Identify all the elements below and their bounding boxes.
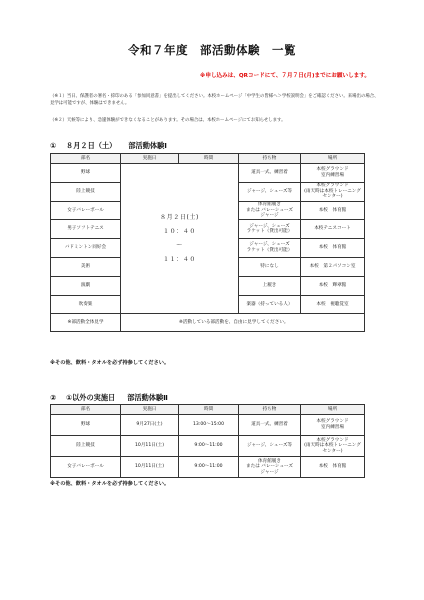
time-cell: 9:00～11:00 (179, 436, 239, 457)
place-line: 本校グラウンド (316, 167, 349, 173)
date-time-line: １１：４０ (162, 255, 196, 263)
section-1-table (50, 153, 365, 332)
items-line: 上履き (262, 282, 277, 288)
place-cell (301, 257, 365, 276)
header-club: 部名 (51, 154, 121, 164)
note-1: （※１）当日、保護者の署名・捺印のある「参加同意書」を提出してください。本校ホームページ「中学生の皆様へ＞学校説明会」をご確認ください。来場出の場合、見学は可能ですが、体験はできません。 (50, 94, 379, 106)
items-cell (239, 182, 301, 201)
place-line: 本校 体育館 (318, 464, 347, 470)
place-line: 本校グラウンド (316, 437, 349, 443)
section-1-title: 部活動体験Ⅰ (128, 141, 167, 150)
club-name-cell: 野球 (51, 415, 121, 436)
items-line: または バレーシューズ (246, 207, 293, 213)
date-time-line: ８月２日(土) (160, 213, 199, 221)
items-cell (239, 239, 301, 258)
club-name-cell: バドミントン同好会 (51, 239, 121, 258)
section-1-date: ８月２日（土） (66, 141, 117, 150)
place-cell (301, 182, 365, 201)
place-cell (301, 220, 365, 239)
place-cell (301, 239, 365, 258)
items-cell (239, 164, 301, 183)
club-name-cell: 演劇 (51, 276, 121, 295)
items-line: 道具一式、練習着 (251, 422, 288, 428)
place-line: センター) (322, 448, 343, 454)
items-cell (239, 201, 301, 220)
place-line: 本校 輝翠館 (318, 282, 347, 288)
items-cell (239, 220, 301, 239)
table-row (51, 415, 365, 436)
club-name-cell: 女子バレーボール (51, 457, 121, 478)
place-line: 本校 視聴覚室 (316, 301, 349, 307)
date-time-line: １０：４０ (162, 227, 196, 235)
table-row (51, 164, 365, 183)
place-line: センター) (322, 194, 343, 200)
items-line: 楽器（持っている人） (246, 301, 293, 307)
section-2-number: ② (50, 393, 57, 402)
header-place: 場所 (301, 405, 365, 415)
club-name-cell: 陸上競技 (51, 436, 121, 457)
items-line: ジャージ、シューズ等 (246, 443, 293, 449)
place-line: (雨天時は本校トレーニング (304, 188, 361, 194)
items-line: ラケット（貸出可能） (246, 248, 293, 254)
items-cell (239, 295, 301, 314)
section-2-table (50, 404, 365, 478)
items-line: 体育館履き (258, 458, 281, 464)
shared-date-time-cell (121, 164, 239, 314)
section-2-heading (50, 393, 168, 403)
club-name-cell: 女子バレーボール (51, 201, 121, 220)
place-cell (301, 415, 365, 436)
items-cell (239, 415, 301, 436)
section-1-number: ① (50, 141, 57, 150)
club-name-cell: 陸上競技 (51, 182, 121, 201)
items-line: ジャージ (260, 213, 279, 219)
place-line: 本校 第２パソコン室 (309, 264, 356, 270)
table-row (51, 457, 365, 478)
club-name-cell: 野球 (51, 164, 121, 183)
place-line: 本校 体育館 (318, 207, 347, 213)
place-cell (301, 457, 365, 478)
place-line: 室内練習場 (321, 172, 344, 178)
header-items: 持ち物 (239, 405, 301, 415)
items-line: 体育館履き (258, 202, 281, 208)
time-cell: 13:00～15:00 (179, 415, 239, 436)
items-line: ジャージ、シューズ等 (246, 188, 293, 194)
items-cell (239, 257, 301, 276)
header-time: 時間 (179, 405, 239, 415)
table-header-row (51, 405, 365, 415)
items-line: ジャージ、シューズ (249, 223, 290, 229)
section-1-heading (50, 141, 167, 151)
section-2-label: ①以外の実施日 (66, 393, 116, 402)
header-items: 持ち物 (239, 154, 301, 164)
date-time-line: ～ (176, 241, 183, 249)
date-cell: 10月11日(土) (121, 436, 179, 457)
note-2: （※２）天候等により、急遽体験ができなくなることがあります。その場合は、本校ホームページにてお知らせします。 (50, 118, 286, 123)
place-line: 本校グラウンド (316, 183, 349, 189)
header-club: 部名 (51, 405, 121, 415)
items-cell (239, 436, 301, 457)
tour-row (51, 314, 365, 332)
place-line: 本校グラウンド (316, 419, 349, 425)
items-line: ジャージ、シューズ (249, 242, 290, 248)
section-1-footer: ※その他、飲料・タオルを必ず持参してください。 (50, 360, 170, 366)
table-row (51, 436, 365, 457)
date-cell: 9月27日(土) (121, 415, 179, 436)
tour-club-cell: ※部活動全体見学 (51, 314, 121, 332)
place-line: (雨天時は本校トレーニング (304, 443, 361, 449)
place-cell (301, 295, 365, 314)
place-cell (301, 276, 365, 295)
application-notice: ※申し込みは、QRコードにて、７月７日(月)までにお願いします。 (199, 73, 370, 79)
items-line: 特になし (260, 264, 279, 270)
header-date: 実施日 (121, 154, 179, 164)
club-name-cell: 男子ソフトテニス (51, 220, 121, 239)
items-cell (239, 457, 301, 478)
items-line: ジャージ (260, 469, 279, 475)
tour-note-cell: ※活動している部活動を、自由に見学してください。 (121, 314, 365, 332)
place-line: 本校テニスコート (314, 226, 351, 232)
place-cell (301, 436, 365, 457)
club-name-cell: 吹奏楽 (51, 295, 121, 314)
place-line: 本校 体育館 (318, 245, 347, 251)
items-line: または バレーシューズ (246, 464, 293, 470)
time-cell: 9:00～11:00 (179, 457, 239, 478)
table-header-row (51, 154, 365, 164)
items-cell (239, 276, 301, 295)
place-cell (301, 164, 365, 183)
club-name-cell: 美術 (51, 257, 121, 276)
date-cell: 10月11日(土) (121, 457, 179, 478)
header-time: 時間 (179, 154, 239, 164)
place-cell (301, 201, 365, 220)
page-title: 令和７年度 部活動体験 一覧 (128, 43, 296, 57)
section-2-title: 部活動体験Ⅱ (127, 393, 168, 402)
header-date: 実施日 (121, 405, 179, 415)
section-2-footer: ※その他、飲料・タオルを必ず持参してください。 (50, 481, 170, 487)
header-place: 場所 (301, 154, 365, 164)
items-line: 道具一式、練習着 (251, 170, 288, 176)
items-line: ラケット（貸出可能） (246, 229, 293, 235)
place-line: 室内練習場 (321, 425, 344, 430)
